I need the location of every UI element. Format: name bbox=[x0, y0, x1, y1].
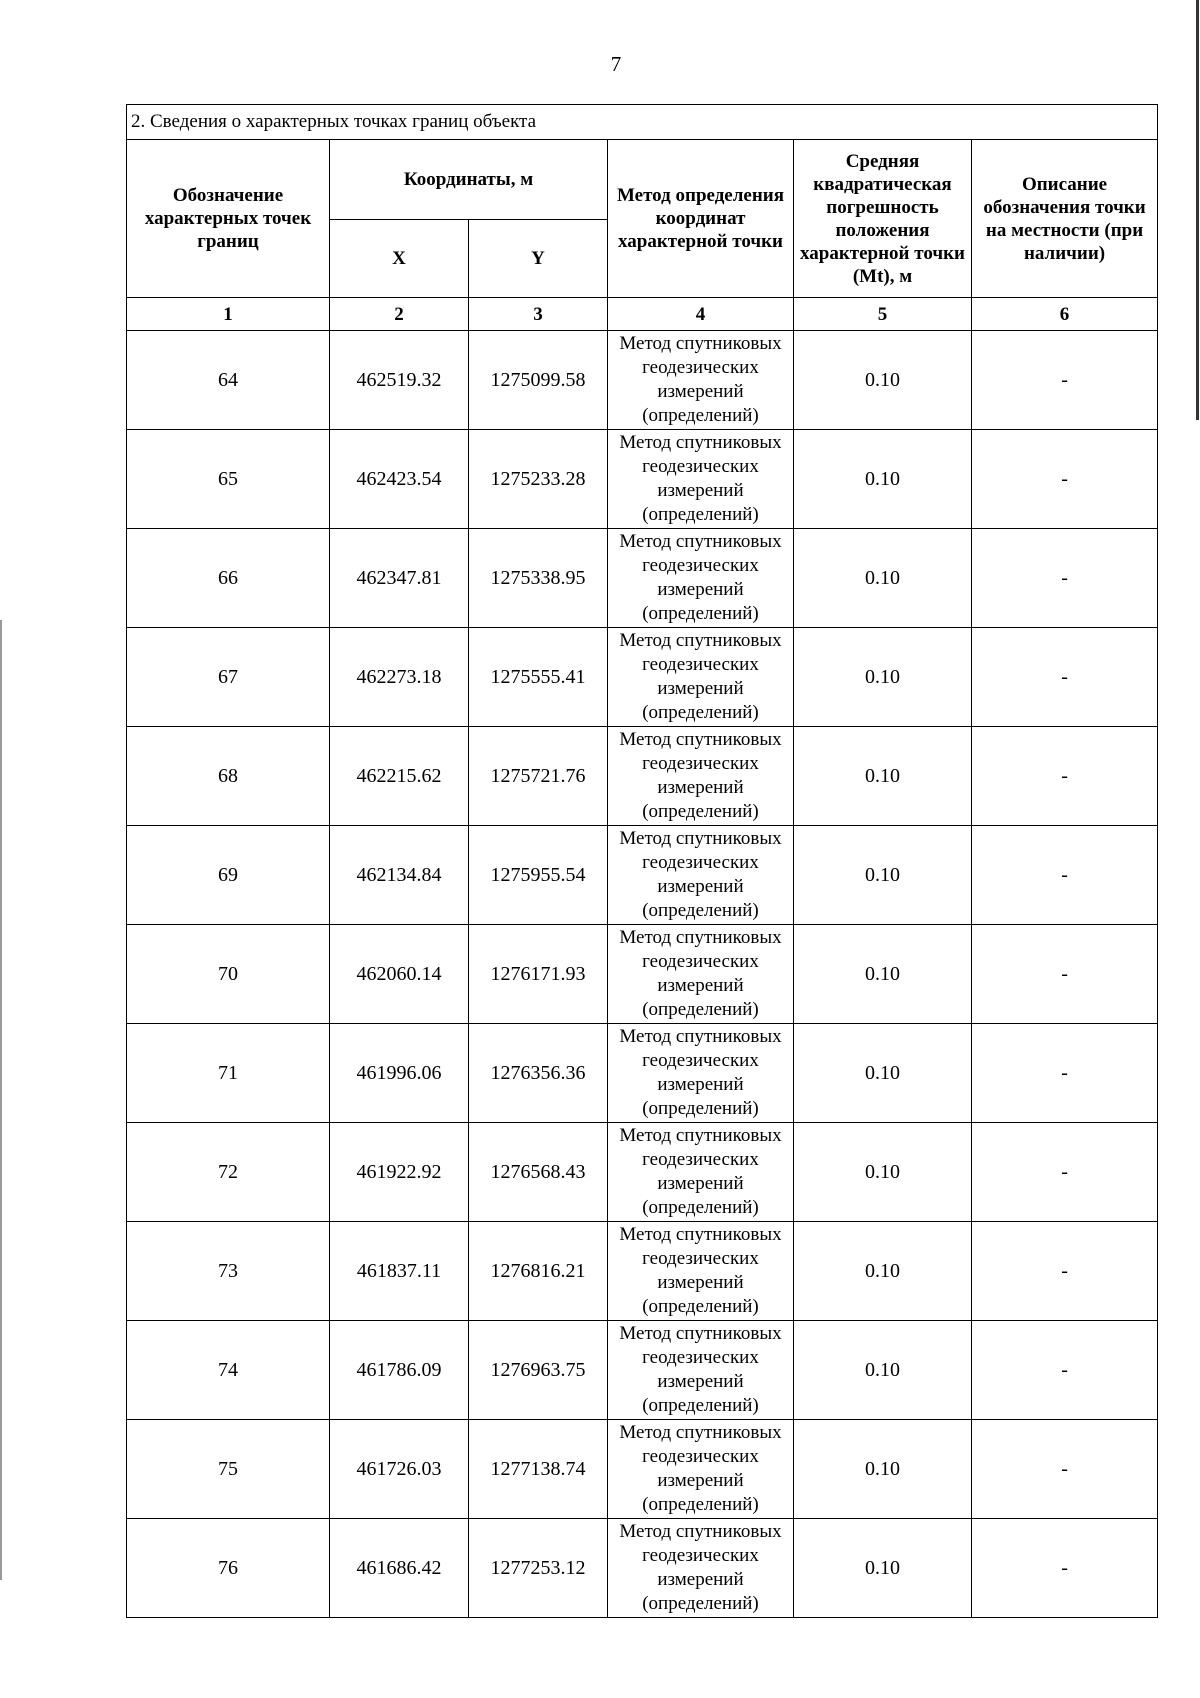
error-cell: 0.10 bbox=[794, 925, 972, 1024]
error-cell: 0.10 bbox=[794, 1321, 972, 1420]
description-cell: - bbox=[972, 529, 1158, 628]
column-number: 3 bbox=[469, 298, 608, 331]
header-coordinates: Координаты, м bbox=[330, 140, 608, 220]
y-cell: 1277138.74 bbox=[469, 1420, 608, 1519]
x-cell: 462347.81 bbox=[330, 529, 469, 628]
error-cell: 0.10 bbox=[794, 1519, 972, 1618]
point-cell: 70 bbox=[127, 925, 330, 1024]
method-cell: Метод спутниковых геодезических измерений (определений) bbox=[608, 529, 794, 628]
description-cell: - bbox=[972, 1321, 1158, 1420]
error-cell: 0.10 bbox=[794, 529, 972, 628]
point-cell: 75 bbox=[127, 1420, 330, 1519]
method-cell: Метод спутниковых геодезических измерений (определений) bbox=[608, 628, 794, 727]
description-cell: - bbox=[972, 331, 1158, 430]
description-cell: - bbox=[972, 1519, 1158, 1618]
description-cell: - bbox=[972, 1123, 1158, 1222]
header-y: Y bbox=[469, 220, 608, 298]
y-cell: 1276816.21 bbox=[469, 1222, 608, 1321]
table-row bbox=[127, 1123, 1158, 1222]
x-cell: 462519.32 bbox=[330, 331, 469, 430]
method-cell: Метод спутниковых геодезических измерений (определений) bbox=[608, 1222, 794, 1321]
method-cell: Метод спутниковых геодезических измерений (определений) bbox=[608, 1123, 794, 1222]
point-cell: 72 bbox=[127, 1123, 330, 1222]
point-cell: 68 bbox=[127, 727, 330, 826]
error-cell: 0.10 bbox=[794, 331, 972, 430]
description-cell: - bbox=[972, 1420, 1158, 1519]
y-cell: 1276356.36 bbox=[469, 1024, 608, 1123]
x-cell: 461726.03 bbox=[330, 1420, 469, 1519]
x-cell: 462215.62 bbox=[330, 727, 469, 826]
description-cell: - bbox=[972, 1024, 1158, 1123]
y-cell: 1277253.12 bbox=[469, 1519, 608, 1618]
table-row bbox=[127, 1519, 1158, 1618]
page-number: 7 bbox=[610, 52, 622, 76]
y-cell: 1275233.28 bbox=[469, 430, 608, 529]
header-method: Метод определения координат характерной точки bbox=[608, 140, 794, 298]
method-cell: Метод спутниковых геодезических измерений (определений) bbox=[608, 1321, 794, 1420]
y-cell: 1275721.76 bbox=[469, 727, 608, 826]
method-cell: Метод спутниковых геодезических измерений (определений) bbox=[608, 1024, 794, 1123]
header-error: Средняя квадратическая погрешность положения характерной точки (Mt), м bbox=[794, 140, 972, 298]
error-cell: 0.10 bbox=[794, 1024, 972, 1123]
method-cell: Метод спутниковых геодезических измерений (определений) bbox=[608, 430, 794, 529]
x-cell: 461686.42 bbox=[330, 1519, 469, 1618]
table-row bbox=[127, 1321, 1158, 1420]
error-cell: 0.10 bbox=[794, 727, 972, 826]
table-row bbox=[127, 529, 1158, 628]
table-row bbox=[127, 727, 1158, 826]
point-cell: 74 bbox=[127, 1321, 330, 1420]
point-cell: 73 bbox=[127, 1222, 330, 1321]
point-cell: 69 bbox=[127, 826, 330, 925]
method-cell: Метод спутниковых геодезических измерений (определений) bbox=[608, 1519, 794, 1618]
description-cell: - bbox=[972, 727, 1158, 826]
y-cell: 1276171.93 bbox=[469, 925, 608, 1024]
point-cell: 64 bbox=[127, 331, 330, 430]
description-cell: - bbox=[972, 925, 1158, 1024]
y-cell: 1276963.75 bbox=[469, 1321, 608, 1420]
table-row bbox=[127, 826, 1158, 925]
y-cell: 1275955.54 bbox=[469, 826, 608, 925]
point-cell: 71 bbox=[127, 1024, 330, 1123]
method-cell: Метод спутниковых геодезических измерений (определений) bbox=[608, 1420, 794, 1519]
error-cell: 0.10 bbox=[794, 1123, 972, 1222]
table-row bbox=[127, 925, 1158, 1024]
column-number: 6 bbox=[972, 298, 1158, 331]
x-cell: 462273.18 bbox=[330, 628, 469, 727]
table-row bbox=[127, 331, 1158, 430]
x-cell: 461837.11 bbox=[330, 1222, 469, 1321]
y-cell: 1275338.95 bbox=[469, 529, 608, 628]
x-cell: 461922.92 bbox=[330, 1123, 469, 1222]
point-cell: 67 bbox=[127, 628, 330, 727]
y-cell: 1275099.58 bbox=[469, 331, 608, 430]
error-cell: 0.10 bbox=[794, 1420, 972, 1519]
description-cell: - bbox=[972, 1222, 1158, 1321]
table-row bbox=[127, 1222, 1158, 1321]
table-row bbox=[127, 1024, 1158, 1123]
scan-edge-left bbox=[0, 620, 2, 1580]
point-cell: 66 bbox=[127, 529, 330, 628]
table-row bbox=[127, 430, 1158, 529]
column-number: 4 bbox=[608, 298, 794, 331]
y-cell: 1276568.43 bbox=[469, 1123, 608, 1222]
error-cell: 0.10 bbox=[794, 1222, 972, 1321]
point-cell: 65 bbox=[127, 430, 330, 529]
column-number: 2 bbox=[330, 298, 469, 331]
column-number: 5 bbox=[794, 298, 972, 331]
method-cell: Метод спутниковых геодезических измерений (определений) bbox=[608, 331, 794, 430]
x-cell: 461996.06 bbox=[330, 1024, 469, 1123]
header-description: Описание обозначения точки на местности (при наличии) bbox=[972, 140, 1158, 298]
column-number: 1 bbox=[127, 298, 330, 331]
x-cell: 461786.09 bbox=[330, 1321, 469, 1420]
x-cell: 462134.84 bbox=[330, 826, 469, 925]
section-title: 2. Сведения о характерных точках границ объекта bbox=[127, 105, 1158, 140]
point-cell: 76 bbox=[127, 1519, 330, 1618]
error-cell: 0.10 bbox=[794, 826, 972, 925]
table-row bbox=[127, 628, 1158, 727]
error-cell: 0.10 bbox=[794, 430, 972, 529]
error-cell: 0.10 bbox=[794, 628, 972, 727]
description-cell: - bbox=[972, 430, 1158, 529]
method-cell: Метод спутниковых геодезических измерений (определений) bbox=[608, 826, 794, 925]
header-designation: Обозначение характерных точек границ bbox=[127, 140, 330, 298]
header-x: X bbox=[330, 220, 469, 298]
description-cell: - bbox=[972, 628, 1158, 727]
x-cell: 462060.14 bbox=[330, 925, 469, 1024]
table-row bbox=[127, 1420, 1158, 1519]
boundary-points-table bbox=[126, 104, 1158, 1618]
x-cell: 462423.54 bbox=[330, 430, 469, 529]
method-cell: Метод спутниковых геодезических измерений (определений) bbox=[608, 925, 794, 1024]
method-cell: Метод спутниковых геодезических измерений (определений) bbox=[608, 727, 794, 826]
description-cell: - bbox=[972, 826, 1158, 925]
y-cell: 1275555.41 bbox=[469, 628, 608, 727]
scan-edge-right bbox=[1196, 0, 1199, 420]
